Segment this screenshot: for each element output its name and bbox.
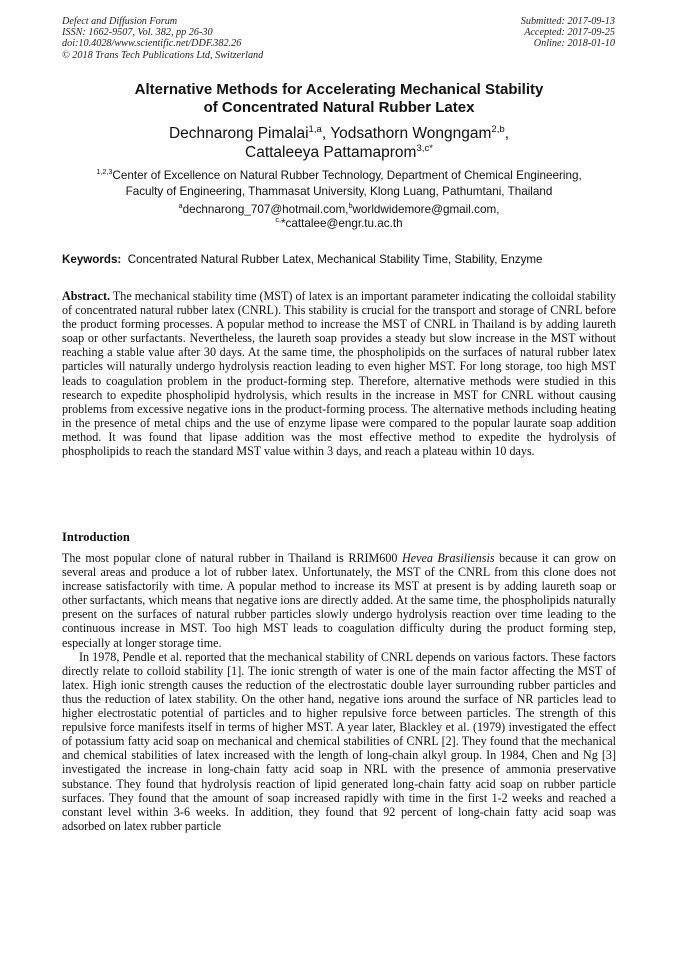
abstract [62,289,616,458]
email-a-link[interactable]: dechnarong_707@hotmail.com, [182,203,349,216]
online-date: Online: 2018-01-10 [533,38,615,50]
keywords-label: Keywords: [62,253,122,266]
email-b-link[interactable]: worldwidemore@gmail.com, [352,203,500,216]
journal-name: Defect and Diffusion Forum [62,16,178,27]
species-name: Hevea Brasiliensis [401,551,495,565]
introduction-heading: Introduction [62,530,130,544]
author-2: Yodsathorn Wongngam [330,125,492,142]
publication-dates [521,16,615,50]
author-emails: $^a$dechnarong_707@hotmail.com,$^b$worldwidemore@gmail.com, $^{c,}$*cattalee@engr.tu.ac.th [178,201,500,230]
email-c-link[interactable]: *cattalee@engr.tu.ac.th [280,217,403,230]
affiliation [62,168,616,200]
affiliation-marker: 1,2,3 [96,167,113,177]
author-1: Dechnarong Pimalai [168,125,309,142]
title-line-1: Alternative Methods for Accelerating Mechanical Stability [134,81,544,98]
keywords [62,253,616,267]
author-3: Cattaleeya Pattamaprom [245,144,417,161]
paper-title [62,81,616,117]
abstract-label: Abstract. [62,289,111,303]
submitted-date: Submitted: 2017-09-13 [520,16,615,27]
journal-doi: doi:10.4028/www.scientific.net/DDF.382.26 [62,38,242,50]
intro-paragraph-1: The most popular clone of natural rubber in Thailand is RRIM600 Hevea Brasiliensis because it can grow on several areas and produce a lot of rubber latex. Unfortunately, the MST of the CNRL from this clone does not increase satisfactorily with time. A popular method to increase its MST at present is by adding laureth soap or other surfactants, which means that negative ions are directly added. At the same time, the phospholipids naturally present on the surfaces of natural rubber particles slowly undergo hydrolysis reaction over time leading to the continuous increase in MST. Too high MST leads to coagulation difficulty during the product forming step, especially at longer storage time. [62,551,616,650]
affiliation-line-2: Faculty of Engineering, Thammasat University, Klong Luang, Pathumtani, Thailand [125,185,553,198]
affiliation-line-1: Center of Excellence on Natural Rubber Technology, Department of Chemical Engineering, [112,169,582,182]
author-1-affil: 1,a [308,123,322,135]
journal-header [62,16,263,61]
journal-issn: ISSN: 1662-9507, Vol. 382, pp 26-30 [62,27,213,39]
introduction-body [62,551,616,833]
author-2-affil: 2,b [491,123,505,135]
author-3-affil: 3,c* [416,142,433,154]
keywords-text: Concentrated Natural Rubber Latex, Mechanical Stability Time, Stability, Enzyme [127,253,543,266]
intro-paragraph-2: In 1978, Pendle et al. reported that the mechanical stability of CNRL depends on various factors. These factors directly relate to colloid stability [1]. The ionic strength of water is one of the main factor affecting the MST of latex. High ionic strength causes the reduction of the electrostatic double layer surrounding rubber particles and thus the reduction of latex stability. On the other hand, negative ions around the surface of NR particles lead to higher electrostatic potential of particles and to higher repulsive force between particles. The strength of this repulsive force manifests itself in terms of higher MST. A year later, Blackley et al. (1979) investigated the effect of potassium fatty acid soap on mechanical and chemical stabilities of CNRL [2]. They found that the mechanical and chemical stabilities of latex increased with the length of long-chain alkyl group. In 1984, Chen and Ng [3] investigated the increase in long-chain fatty acid soap in NRL with the presence of ammonia preservative substance. They found that hydrolysis reaction of lipid generated long-chain fatty acid soap on rubber particle surfaces. They found that the amount of soap increased rapidly with time in the first 1-2 weeks and reached a constant level within 3-6 weeks. In addition, they found that 92 percent of long-chain fatty acid soap was adsorbed on latex rubber particle [62,649,616,833]
journal-copyright: © 2018 Trans Tech Publications Ltd, Switzerland [62,49,264,61]
author-list: Dechnarong Pimalai$^{1,a}$, Yodsathorn Wongngam$^{2,b}$, Cattaleeya Pattamaprom$^{3,c*}$ [168,123,510,161]
abstract-text: The mechanical stability time (MST) of latex is an important parameter indicating the colloidal stability of concentrated natural rubber latex (CNRL). This stability is crucial for the transport and storage of CNRL before the product forming processes. A popular method to increase the MST of CNRL in Thailand is by adding laureth soap or other surfactants. Nevertheless, the laureth soap provides a steady but slow increase in the MST without reaching a stable value after 30 days. At the same time, the phospholipids on the surfaces of natural rubber latex particles will naturally undergo hydrolysis reaction leading to even higher MST. For long storage, too high MST leads to coagulation problem in the product-forming step. Therefore, alternative methods were studied in this research to expedite phospholipid hydrolysis, which results in the increase in MST for CNRL without causing problems from excessive negative ions in the product-forming process. The alternative methods including heating in the presence of metal chips and the use of enzyme lipase were compared to the popular laurate soap addition method. It was found that lipase addition was the most effective method to expedite the hydrolysis of phospholipids to reach the standard MST value within 3 days, and reach a plateau within 10 days. [62,289,616,459]
accepted-date: Accepted: 2017-09-25 [524,27,615,39]
title-line-2: of Concentrated Natural Rubber Latex [203,99,475,116]
